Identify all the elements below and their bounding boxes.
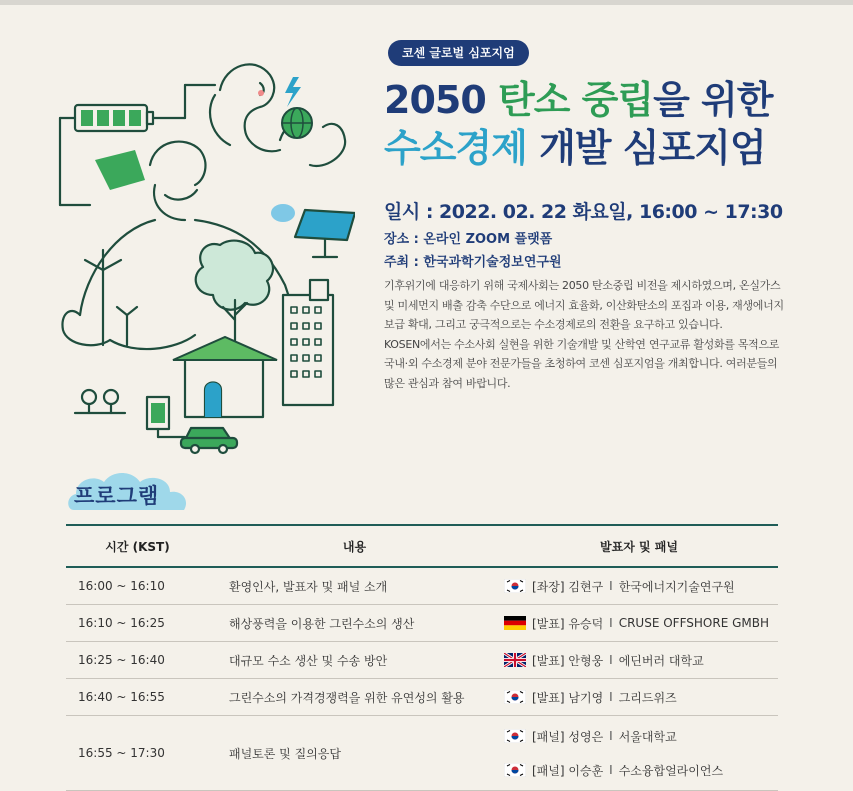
- row-time: 16:10 ~ 16:25: [66, 605, 209, 642]
- separator: I: [609, 763, 613, 777]
- table-row: [66, 567, 778, 605]
- row-speaker: [500, 716, 778, 791]
- speaker-name: 안형웅: [568, 653, 604, 668]
- speaker-role: [발표]: [532, 616, 565, 631]
- speaker-name: 성영은: [568, 729, 604, 744]
- row-time: 16:00 ~ 16:10: [66, 567, 209, 605]
- title-accent-hydrogen: 수소경제: [384, 126, 527, 170]
- row-time: 16:40 ~ 16:55: [66, 679, 209, 716]
- speaker-name: 남기영: [568, 690, 604, 705]
- speaker-role: [패널]: [532, 763, 565, 778]
- table-row: [66, 642, 778, 679]
- separator: I: [609, 690, 613, 704]
- korea-flag-icon: [504, 763, 526, 777]
- event-date: 일시 : 2022. 02. 22 화요일, 16:00 ~ 17:30: [384, 201, 783, 223]
- event-info: [384, 197, 804, 270]
- header-time: 시간 (KST): [66, 525, 209, 567]
- title-line-1: [384, 76, 804, 124]
- panel-1: [504, 719, 777, 753]
- speaker-role: [패널]: [532, 729, 565, 744]
- row-time: 16:55 ~ 17:30: [66, 716, 209, 791]
- speaker-org: 서울대학교: [618, 729, 677, 744]
- row-content: 그린수소의 가격경쟁력을 위한 유연성의 활용: [209, 679, 500, 716]
- row-content: 환영인사, 발표자 및 패널 소개: [209, 567, 500, 605]
- carbon-neutral-illustration: [55, 45, 355, 455]
- table-row: [66, 679, 778, 716]
- table-row: [66, 716, 778, 791]
- speaker-role: [좌장]: [532, 579, 565, 594]
- speaker-role: [발표]: [532, 690, 565, 705]
- row-content: 대규모 수소 생산 및 수송 방안: [209, 642, 500, 679]
- title-accent-carbon: 탄소 중립: [498, 78, 654, 122]
- separator: I: [609, 616, 613, 630]
- description-paragraph-2: KOSEN에서는 수소사회 실현을 위한 기술개발 및 산학연 연구교류 활성화를 목적으로 국내·외 수소경제 분야 전문가들을 초청하여 코센 심포지엄을 개최합니다. 여러분들의 많은 관심과 참여 바랍니다.: [384, 337, 780, 390]
- speaker-name: 이승훈: [568, 763, 604, 778]
- program-heading: [66, 466, 196, 516]
- korea-flag-icon: [504, 579, 526, 593]
- speaker-org: 에딘버러 대학교: [618, 653, 704, 668]
- separator: I: [609, 579, 613, 593]
- speaker-org: CRUSE OFFSHORE GMBH: [618, 616, 769, 630]
- row-content: 해상풍력을 이용한 그린수소의 생산: [209, 605, 500, 642]
- row-speaker: [500, 642, 778, 679]
- separator: I: [609, 653, 613, 667]
- title-year: 2050: [384, 78, 486, 122]
- title-rest-2: 개발 심포지엄: [539, 126, 766, 170]
- korea-flag-icon: [504, 729, 526, 743]
- speaker-role: [발표]: [532, 653, 565, 668]
- table-header-row: [66, 525, 778, 567]
- speaker-name: 김현구: [568, 579, 604, 594]
- speaker-name: 유승덕: [568, 616, 604, 631]
- header-speaker: 발표자 및 패널: [500, 525, 778, 567]
- row-time: 16:25 ~ 16:40: [66, 642, 209, 679]
- title-line-2: [384, 124, 804, 172]
- header-content: 내용: [209, 525, 500, 567]
- event-title: [384, 76, 804, 172]
- row-speaker: [500, 679, 778, 716]
- event-place: 장소 : 온라인 ZOOM 플랫폼: [384, 232, 553, 247]
- description-paragraph-1: 기후위기에 대응하기 위해 국제사회는 2050 탄소중립 비전을 제시하였으며, 온실가스 및 미세먼지 배출 감축 수단으로 에너지 효율화, 이산화탄소의 포집과 이용, 재생에너지 보급 확대, 그리고 궁극적으로는 수소경제로의 전환을 요구하고 있습니다.: [384, 279, 784, 332]
- speaker-org: 수소융합얼라이언스: [618, 763, 724, 778]
- row-content: 패널토론 및 질의응답: [209, 716, 500, 791]
- row-speaker: [500, 605, 778, 642]
- program-table: [66, 524, 778, 791]
- top-border: [0, 0, 853, 5]
- uk-flag-icon: [504, 653, 526, 667]
- korea-flag-icon: [504, 690, 526, 704]
- row-speaker: [500, 567, 778, 605]
- event-description: [384, 276, 784, 394]
- speaker-org: 한국에너지기술연구원: [618, 579, 735, 594]
- table-row: [66, 605, 778, 642]
- event-host: 주최 : 한국과학기술정보연구원: [384, 255, 562, 270]
- germany-flag-icon: [504, 616, 526, 630]
- speaker-org: 그리드위즈: [618, 690, 677, 705]
- separator: I: [609, 729, 613, 743]
- event-badge: 코센 글로벌 심포지엄: [388, 40, 529, 66]
- program-heading-text: 프로그램: [74, 484, 160, 508]
- title-rest-1: 을 위한: [653, 78, 773, 122]
